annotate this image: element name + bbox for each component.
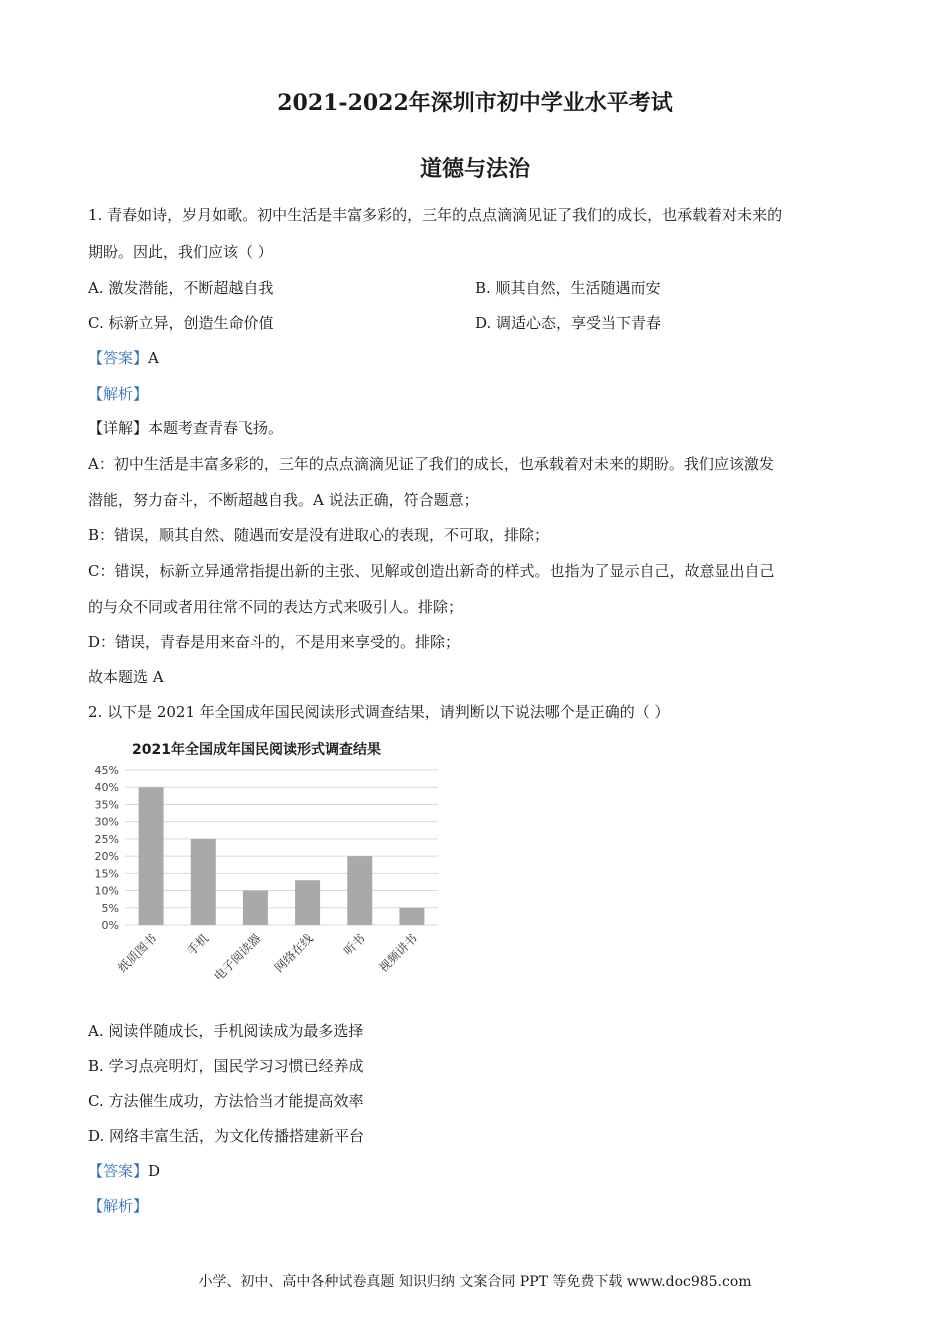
bar-5 [347,856,372,925]
exam-title: 2021-2022年深圳市初中学业水平考试 [277,90,673,116]
q1-answer-tag: 【答案】 [88,349,149,367]
x-tick-label: 视频讲书 [376,931,421,976]
reading-survey-chart [88,733,448,1003]
q1-option-d: D. 调适心态，享受当下青春 [475,314,662,332]
x-tick-label: 纸质图书 [115,931,160,976]
q2-option-c: C. 方法催生成功，方法恰当才能提高效率 [88,1092,364,1110]
x-tick-label: 电子阅读器 [211,931,264,984]
q1-expl-c-line2: 的与众不同或者用往常不同的表达方式来吸引人。排除； [88,598,464,616]
y-tick-label: 35% [94,798,119,812]
q1-detail: 【详解】本题考查青春飞扬。 [88,419,284,437]
chart-title: 2021年全国成年国民阅读形式调查结果 [132,742,381,758]
subject-title: 道德与法治 [419,156,530,182]
y-tick-label: 15% [94,867,119,881]
y-tick-label: 25% [94,832,119,846]
page-footer: 小学、初中、高中各种试卷真题 知识归纳 文案合同 PPT 等免费下载 www.doc985.com [198,1274,752,1290]
q2-option-a: A. 阅读伴随成长，手机阅读成为最多选择 [88,1022,364,1040]
chart-plot [88,733,448,1003]
bar-1 [139,787,164,925]
q1-expl-d: D：错误，青春是用来奋斗的，不是用来享受的。排除； [88,633,461,651]
q2-analysis-tag: 【解析】 [88,1197,149,1215]
q1-expl-a-line2: 潜能，努力奋斗，不断超越自我。A 说法正确，符合题意； [88,491,479,509]
q1-option-a: A. 激发潜能，不断超越自我 [88,279,274,297]
q1-answer [88,348,159,368]
q2-option-d: D. 网络丰富生活，为文化传播搭建新平台 [88,1127,365,1145]
q1-expl-b: B：错误，顺其自然、随遇而安是没有进取心的表现，不可取，排除； [88,526,550,544]
q2-option-b: B. 学习点亮明灯，国民学习习惯已经养成 [88,1057,364,1075]
y-tick-label: 30% [94,815,119,829]
bar-3 [243,891,268,925]
y-tick-label: 45% [94,764,119,777]
q1-expl-a-line1: A：初中生活是丰富多彩的，三年的点点滴滴见证了我们的成长，也承载着对未来的期盼。我们应该激发 [88,455,774,473]
q1-stem-line1: 1. 青春如诗，岁月如歌。初中生活是丰富多彩的，三年的点点滴滴见证了我们的成长，也承载着对未来的 [88,206,783,224]
q1-stem-line2: 期盼。因此，我们应该（ ） [88,243,273,261]
q1-expl-c-line1: C：错误，标新立异通常指提出新的主张、见解或创造出新奇的样式。也指为了显示自己，故意显出自己 [88,562,775,580]
bar-6 [399,908,424,925]
x-tick-label: 听书 [340,931,368,959]
q1-conclusion: 故本题选 A [88,668,164,686]
y-tick-label: 0% [101,919,119,932]
x-tick-label: 手机 [184,931,212,959]
bar-2 [191,839,216,925]
q2-answer-tag: 【答案】 [88,1162,149,1180]
y-tick-label: 10% [94,884,119,898]
q1-option-b: B. 顺其自然，生活随遇而安 [475,279,661,297]
y-tick-label: 5% [101,901,119,915]
q2-answer-value: D [148,1162,161,1180]
bar-4 [295,880,320,925]
q1-answer-value: A [148,349,159,367]
x-tick-label: 网络在线 [271,931,316,976]
q1-option-c: C. 标新立异，创造生命价值 [88,314,274,332]
y-tick-label: 20% [94,850,119,864]
q2-stem: 2. 以下是 2021 年全国成年国民阅读形式调查结果，请判断以下说法哪个是正确的（ ） [88,703,670,721]
q2-answer [88,1161,160,1181]
q1-analysis-tag: 【解析】 [88,385,149,403]
y-tick-label: 40% [94,781,119,795]
